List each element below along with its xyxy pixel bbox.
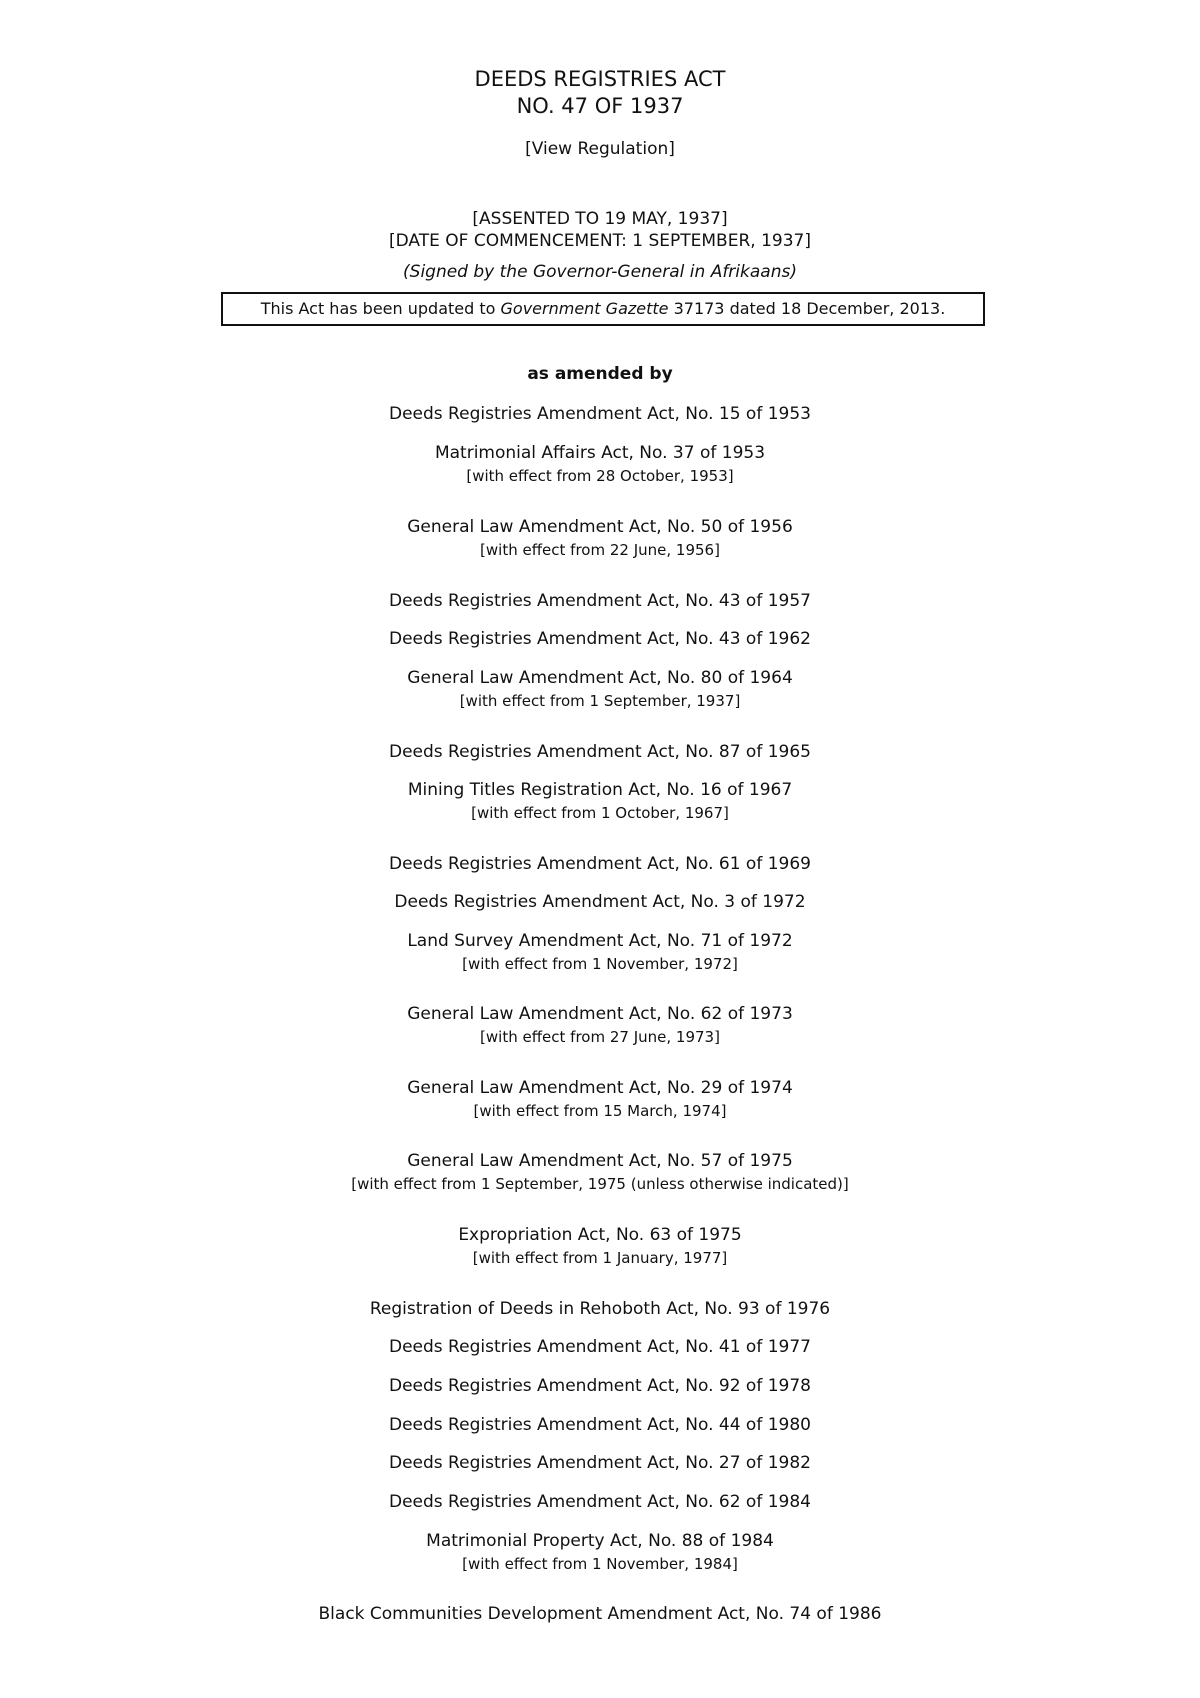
amendment-effect-date: [with effect from 1 November, 1972] [462, 955, 738, 973]
amendment-act: Black Communities Development Amendment Act, No. 74 of 1986 [318, 1604, 882, 1624]
amendment-act: Deeds Registries Amendment Act, No. 61 of 1969 [389, 854, 811, 874]
amendment-item [0, 1224, 1200, 1268]
amendment-effect-date: [with effect from 1 September, 1975 (unless otherwise indicated)] [351, 1175, 849, 1193]
amendment-act: Matrimonial Affairs Act, No. 37 of 1953 [434, 443, 766, 463]
amendment-item [0, 930, 1200, 974]
amendment-item [0, 516, 1200, 560]
view-regulation-link[interactable]: [View Regulation] [525, 139, 675, 159]
amendment-act: Deeds Registries Amendment Act, No. 3 of 1972 [394, 892, 806, 912]
amendment-act: Deeds Registries Amendment Act, No. 15 of 1953 [389, 404, 811, 424]
amendment-act: Deeds Registries Amendment Act, No. 62 of 1984 [389, 1492, 811, 1512]
amendment-item [0, 1452, 1200, 1474]
title-line-1: DEEDS REGISTRIES ACT [474, 67, 726, 91]
update-notice-box [221, 292, 985, 326]
amendment-effect-date: [with effect from 28 October, 1953] [466, 467, 734, 485]
amendment-item [0, 1077, 1200, 1121]
amendment-item [0, 891, 1200, 913]
amendment-act: General Law Amendment Act, No. 29 of 1974 [407, 1078, 793, 1098]
assent-block [0, 208, 1200, 252]
amendment-effect-date: [with effect from 15 March, 1974] [473, 1102, 727, 1120]
amendment-effect-date: [with effect from 1 November, 1984] [462, 1555, 738, 1573]
amendment-act: Deeds Registries Amendment Act, No. 43 of 1957 [389, 591, 811, 611]
amendment-effect-date: [with effect from 1 October, 1967] [471, 804, 729, 822]
page-title [0, 66, 1200, 120]
signed-note: (Signed by the Governor-General in Afrikaans) [403, 262, 797, 282]
amendment-item [0, 853, 1200, 875]
amendment-item [0, 741, 1200, 763]
commencement-date: [DATE OF COMMENCEMENT: 1 SEPTEMBER, 1937] [389, 231, 811, 251]
amendment-act: General Law Amendment Act, No. 57 of 1975 [407, 1151, 793, 1171]
amendment-effect-date: [with effect from 27 June, 1973] [480, 1028, 720, 1046]
amendment-item [0, 403, 1200, 425]
amendment-item [0, 590, 1200, 612]
update-notice-prefix: This Act has been updated to [260, 299, 501, 318]
amendment-item [0, 1150, 1200, 1194]
amendment-act: Land Survey Amendment Act, No. 71 of 1972 [407, 931, 793, 951]
amendment-item [0, 1003, 1200, 1047]
amendment-item [0, 1414, 1200, 1436]
amendment-act: Deeds Registries Amendment Act, No. 41 of 1977 [389, 1337, 811, 1357]
amendment-act: Registration of Deeds in Rehoboth Act, No. 93 of 1976 [369, 1299, 831, 1319]
amendment-act: Expropriation Act, No. 63 of 1975 [458, 1225, 742, 1245]
amendment-item [0, 1375, 1200, 1397]
amendment-act: Deeds Registries Amendment Act, No. 44 of 1980 [389, 1415, 811, 1435]
update-notice-gazette: Government Gazette [500, 299, 669, 318]
amendment-act: Deeds Registries Amendment Act, No. 43 of 1962 [389, 629, 811, 649]
amendment-act: Deeds Registries Amendment Act, No. 27 of 1982 [389, 1453, 811, 1473]
amendment-item [0, 779, 1200, 823]
amendment-item [0, 1336, 1200, 1358]
amendment-item [0, 1491, 1200, 1513]
amendment-item [0, 667, 1200, 711]
assented-date: [ASSENTED TO 19 MAY, 1937] [472, 209, 728, 229]
amendment-effect-date: [with effect from 22 June, 1956] [480, 541, 720, 559]
amendment-act: Deeds Registries Amendment Act, No. 87 of 1965 [389, 742, 811, 762]
amendment-act: General Law Amendment Act, No. 62 of 1973 [407, 1004, 793, 1024]
amendment-act: General Law Amendment Act, No. 80 of 1964 [407, 668, 793, 688]
amendment-act: Matrimonial Property Act, No. 88 of 1984 [426, 1531, 774, 1551]
amendment-item [0, 628, 1200, 650]
amendment-act: Mining Titles Registration Act, No. 16 of 1967 [407, 780, 793, 800]
amendment-item [0, 442, 1200, 486]
amendment-item [0, 1298, 1200, 1320]
update-notice-suffix: 37173 dated 18 December, 2013. [668, 299, 946, 318]
amendment-act: General Law Amendment Act, No. 50 of 1956 [407, 517, 793, 537]
amended-by-heading: as amended by [527, 364, 673, 384]
amendment-act: Deeds Registries Amendment Act, No. 92 of 1978 [389, 1376, 811, 1396]
amendment-item [0, 1603, 1200, 1625]
amendment-effect-date: [with effect from 1 September, 1937] [459, 692, 741, 710]
amendment-item [0, 1530, 1200, 1574]
title-line-2: NO. 47 OF 1937 [516, 94, 684, 118]
amendment-effect-date: [with effect from 1 January, 1977] [472, 1249, 728, 1267]
